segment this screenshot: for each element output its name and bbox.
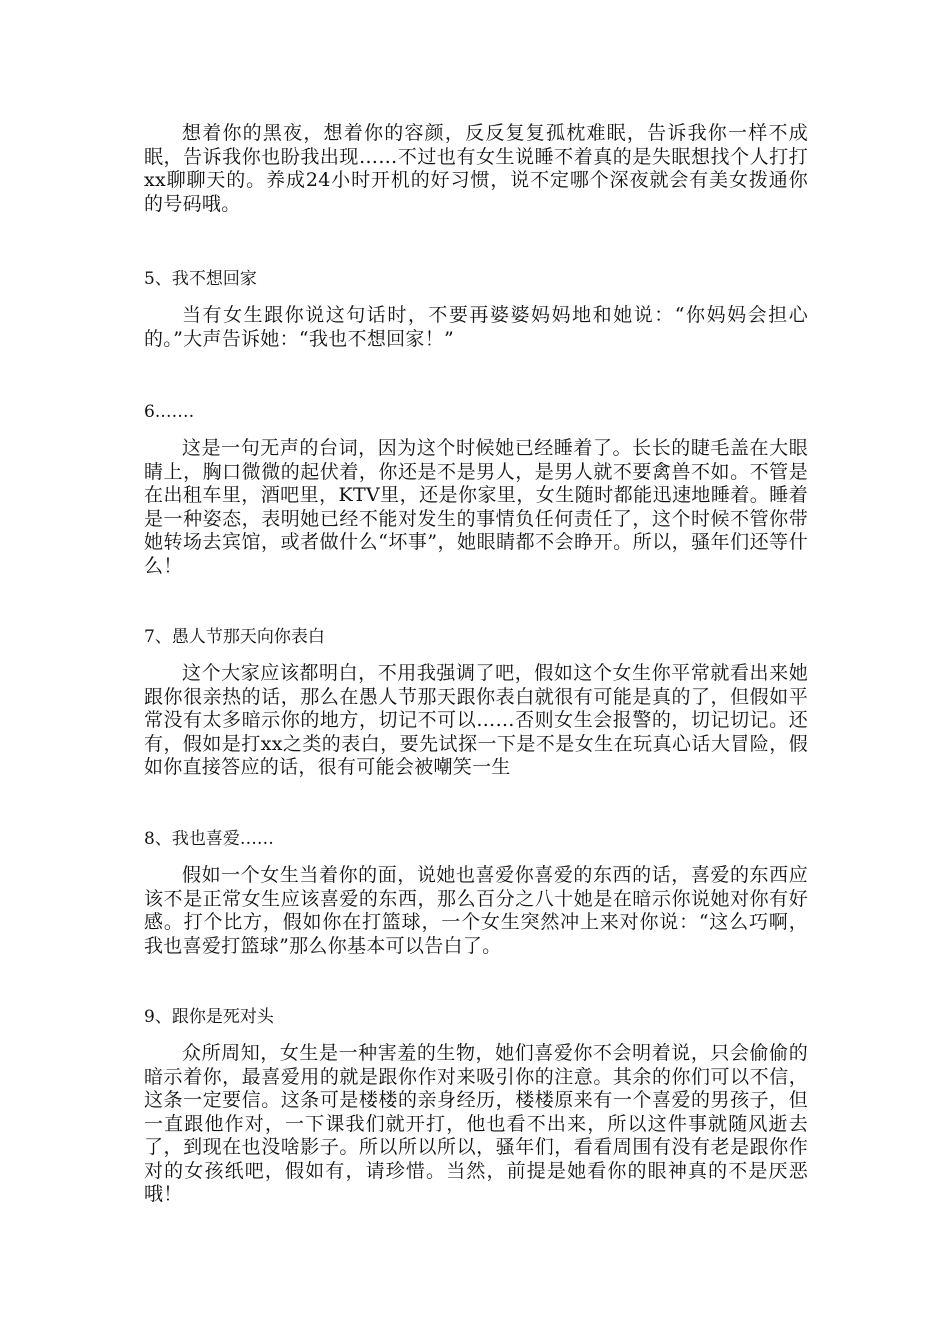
section-9	[144, 1006, 808, 1207]
intro-block	[144, 122, 808, 216]
section-heading: 7、愚人节那天向你表白	[144, 627, 325, 647]
section-paragraph: 这个大家应该都明白，不用我强调了吧，假如这个女生你平常就看出来她跟你很亲热的话，那么在愚人节那天跟你表白就很有可能是真的了，但假如平常没有太多暗示你的地方，切记不可以……否则女生会报警的，切记切记。还有，假如是打xx之类的表白，要先试探一下是不是女生在玩真心话大冒险，假如你直接答应的话，很有可能会被嘲笑一生	[144, 662, 808, 778]
section-paragraph: 众所周知，女生是一种害羞的生物，她们喜爱你不会明着说，只会偷偷的暗示着你，最喜爱用的就是跟你作对来吸引你的注意。其余的你们可以不信，这条一定要信。这条可是楼楼的亲身经历，楼楼原来有一个喜爱的男孩子，但一直跟他作对，一下课我们就开打，他也看不出来，所以这件事就随风逝去了，到现在也没啥影子。所以所以所以，骚年们，看看周围有没有老是跟你作对的女孩纸吧，假如有，请珍惜。当然，前提是她看你的眼神真的不是厌恶哦！	[144, 1042, 808, 1205]
section-8	[144, 828, 808, 958]
section-5	[144, 268, 808, 351]
section-7	[144, 626, 808, 780]
section-paragraph: 这是一句无声的台词，因为这个时候她已经睡着了。长长的睫毛盖在大眼睛上，胸口微微的起伏着，你还是不是男人，是男人就不要禽兽不如。不管是在出租车里，酒吧里，KTV里，还是你家里，女生随时都能迅速地睡着。睡着是一种姿态，表明她已经不能对发生的事情负任何责任了，这个时候不管你带她转场去宾馆，或者做什么“坏事”，她眼睛都不会睁开。所以，骚年们还等什么！	[144, 437, 808, 577]
section-paragraph: 假如一个女生当着你的面，说她也喜爱你喜爱的东西的话，喜爱的东西应该不是正常女生应该喜爱的东西，那么百分之八十她是在暗示你说她对你有好感。打个比方，假如你在打篮球，一个女生突然冲上来对你说：“这么巧啊，我也喜爱打篮球”那么你基本可以告白了。	[144, 864, 808, 957]
intro-paragraph: 想着你的黑夜，想着你的容颜，反反复复孤枕难眠，告诉我你一样不成眠，告诉我你也盼我出现……不过也有女生说睡不着真的是失眠想找个人打打xx聊聊天的。养成24小时开机的好习惯，说不定哪个深夜就会有美女拨通你的号码哦。	[144, 122, 808, 215]
section-heading: 5、我不想回家	[144, 269, 257, 289]
section-paragraph: 当有女生跟你说这句话时，不要再婆婆妈妈地和她说：“你妈妈会担心的。”大声告诉她：“我也不想回家！”	[144, 304, 808, 350]
section-heading: 6.……	[144, 402, 195, 422]
section-6	[144, 401, 808, 578]
section-heading: 8、我也喜爱……	[144, 829, 274, 849]
section-heading: 9、跟你是死对头	[144, 1007, 274, 1027]
